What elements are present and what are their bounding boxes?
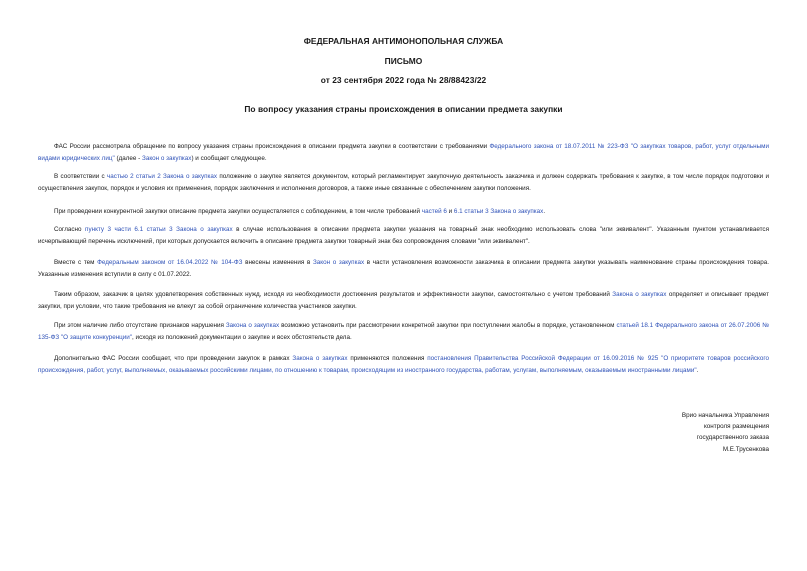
link-procurement-law-5[interactable]: Закона о закупках: [292, 355, 348, 362]
p1-text-2: (далее -: [114, 154, 143, 162]
p5-text-1: Вместе с тем: [54, 259, 98, 266]
document-subject: По вопросу указания страны происхождения в описании предмета закупки: [244, 104, 563, 114]
link-procurement-law-4[interactable]: Закона о закупках: [225, 322, 280, 329]
signature-position-line-1: Врио начальника Управления: [681, 412, 769, 419]
link-clause-3-part-6-1[interactable]: пункту 3 части 6.1 статьи 3 Закона о закупках: [85, 226, 233, 233]
p8-text-3: .: [696, 366, 699, 374]
paragraph-2: [38, 171, 769, 194]
p1-text-1: ФАС России рассмотрела обращение по вопросу указания страны происхождения в описании предмета закупки в соответствии с требованиями: [54, 143, 490, 150]
link-procurement-law-2[interactable]: Закон о закупках: [312, 259, 365, 266]
p3-text-3: .: [543, 208, 546, 215]
paragraph-7: [38, 320, 769, 343]
p4-text-2: в случае использования в описании предмета закупки указания на товарный знак необходимо использовать слова "или эквивалент". Указанным пунктом устанавливается исчерпывающий перечень исключений, при которых допускается включить в описание предмета закупки товарный знак без сопровождения словами "или эквивалент".: [38, 226, 769, 245]
p3-text-1: При проведении конкурентной закупки описание предмета закупки осуществляется с соблюдением, в том числе требований: [54, 208, 422, 215]
paragraph-1: [38, 141, 769, 164]
p6-text-1: Таким образом, заказчик в целях удовлетворения собственных нужд, исходя из необходимости достижения результатов и эффективности закупки, самостоятельно с учетом требований: [54, 291, 613, 298]
link-federal-law-223[interactable]: Федерального закона от 18.07.2011 № 223-ФЗ "О закупках товаров, работ, услуг отдельными видами юридических лиц": [38, 143, 769, 162]
signature-block: [569, 410, 769, 455]
p7-text-2: возможно установить при рассмотрении конкретной закупки при поступлении жалобы в порядке, установленном: [279, 322, 617, 329]
paragraph-3: [38, 206, 769, 218]
p5-text-3: в части установления возможности заказчика в описании предмета закупки указывать наименование страны происхождения товара. Указанные изменения вступили в силу с 01.07.2022.: [38, 259, 769, 278]
p1-text-3: ) и сообщает следующее.: [191, 154, 267, 162]
link-part-6[interactable]: частей 6: [421, 208, 447, 215]
paragraph-8: [38, 353, 769, 376]
link-part-6-1-article-3[interactable]: 6.1 статьи 3 Закона о закупках: [453, 208, 544, 215]
link-procurement-law[interactable]: Закон о закупках: [142, 154, 192, 162]
p5-text-2: внесены изменения в: [242, 259, 313, 266]
signature-name: М.Е.Трусенкова: [722, 445, 769, 453]
p4-text-1: Согласно: [54, 226, 86, 233]
p2-text-2: положение о закупке является документом, который регламентирует закупочную деятельность заказчика и должен содержать требования к закупке, в том числе порядок подготовки и осуществления закупок, порядок и условия их применения, порядок заключения и исполнения договоров, а также иные связанные с обеспечением закупки положения.: [38, 173, 769, 192]
p2-text-1: В соответствии с: [54, 173, 108, 180]
signature-position-line-3: государственного заказа: [696, 434, 769, 442]
p7-text-3: , исходя из положений документации о закупке и всех обстоятельств дела.: [132, 333, 352, 341]
link-federal-law-104[interactable]: Федеральным законом от 16.04.2022 № 104-ФЗ: [97, 259, 243, 266]
link-article-18-1-law-135[interactable]: статьей 18.1 Федерального закона от 26.07.2006 № 135-ФЗ "О защите конкуренции": [38, 322, 770, 341]
link-government-decree-925[interactable]: постановления Правительства Российской Федерации от 16.09.2016 № 925 "О приоритете товаров российского происхождения, работ, услуг, выполняемых, оказываемых российскими лицами, по отношению к товарам, происходящим из иностранного государства, работам, услугам, выполняемым, оказываемым иностранными лицами": [38, 355, 770, 374]
signature-position-line-2: контроля размещения: [703, 423, 769, 431]
document-date-number: от 23 сентября 2022 года № 28/88423/22: [320, 75, 487, 85]
p8-text-1: Дополнительно ФАС России сообщает, что при проведении закупок в рамках: [54, 355, 293, 362]
paragraph-5: [38, 257, 769, 280]
p6-text-2: определяет и описывает предмет закупки, при условии, что такие требования не влекут за собой ограничение количества участников закупки.: [38, 291, 769, 310]
link-procurement-law-3[interactable]: Закона о закупках: [612, 291, 667, 298]
agency-title: ФЕДЕРАЛЬНАЯ АНТИМОНОПОЛЬНАЯ СЛУЖБА: [303, 36, 504, 46]
paragraph-4: [38, 224, 769, 247]
p3-text-2: и: [446, 208, 454, 215]
paragraph-6: [38, 289, 769, 312]
link-part-2-article-2[interactable]: частью 2 статьи 2 Закона о закупках: [107, 173, 218, 180]
p8-text-2: применяются положения: [347, 355, 428, 362]
document-type: ПИСЬМО: [384, 56, 423, 66]
p7-text-1: При этом наличие либо отсутствие признаков нарушения: [54, 322, 226, 329]
